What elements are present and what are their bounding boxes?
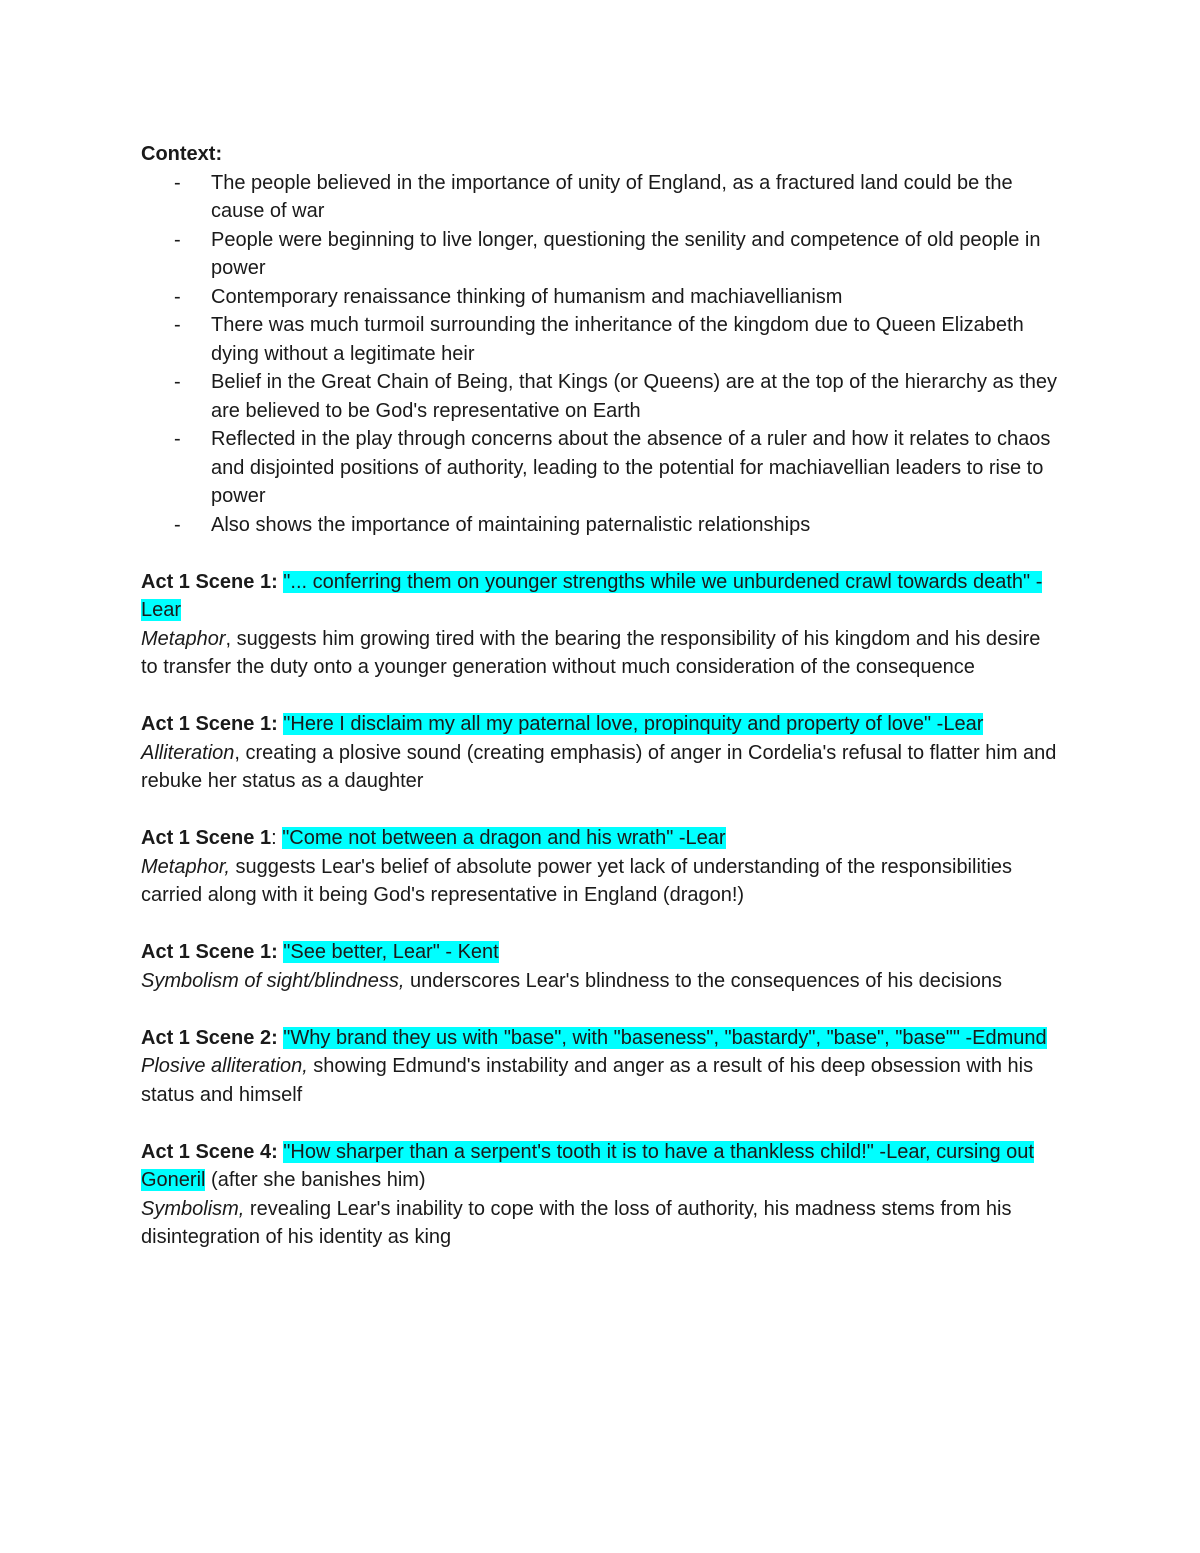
quote-entry (141, 824, 1061, 910)
bullet-dash: - (174, 314, 181, 336)
analysis-line (141, 853, 1061, 910)
analysis-line (141, 739, 1061, 796)
highlighted-quote: "See better, Lear" - Kent (283, 941, 499, 963)
bullet-dash: - (174, 285, 181, 308)
highlighted-quote: "How sharper than a serpent's tooth it is to have a thankless child!" -Lear, cursing out Goneril (141, 1140, 1034, 1191)
bullet-dash: - (174, 428, 181, 450)
scene-label: Act 1 Scene 1: (141, 941, 278, 963)
quote-line (141, 1024, 1061, 1053)
list-item-text: Reflected in the play through concerns about the absence of a ruler and how it relates to chaos and disjointed positions of authority, leading to the potential for machiavellian leaders to rise to power (211, 428, 1051, 507)
highlighted-quote: "Come not between a dragon and his wrath" -Lear (282, 827, 726, 849)
quote-entry (141, 938, 1061, 995)
highlighted-quote: "Here I disclaim my all my paternal love, propinquity and property of love" -Lear (283, 713, 984, 735)
scene-label: Act 1 Scene 1: (141, 713, 278, 735)
list-item (141, 425, 1061, 511)
scene-label: Act 1 Scene 2: (141, 1026, 278, 1049)
analysis-text: revealing Lear's inability to cope with the loss of authority, his madness stems from his disintegration of his identity as king (141, 1197, 1012, 1248)
analysis-line (141, 1052, 1061, 1109)
literary-device: Symbolism, (141, 1197, 245, 1220)
bullet-dash: - (174, 513, 181, 536)
list-item (141, 311, 1061, 368)
highlighted-quote: "Why brand they us with "base", with "baseness", "bastardy", "base", "base"" -Edmund (283, 1026, 1047, 1049)
bullet-dash: - (174, 371, 181, 393)
quote-entry (141, 1024, 1061, 1110)
list-item (141, 368, 1061, 425)
scene-label: Act 1 Scene 1 (141, 827, 272, 849)
list-item (141, 283, 1061, 312)
quote-entry (141, 568, 1061, 682)
list-item-text: People were beginning to live longer, questioning the senility and competence of old people in power (211, 228, 1041, 279)
literary-device: Plosive alliteration, (141, 1055, 308, 1077)
analysis-text: showing Edmund's instability and anger as a result of his deep obsession with his status and himself (141, 1055, 1034, 1106)
analysis-text: underscores Lear's blindness to the consequences of his decisions (404, 969, 1002, 992)
list-item-text: The people believed in the importance of unity of England, as a fractured land could be the cause of war (211, 171, 1013, 222)
quote-line (141, 568, 1061, 625)
bullet-dash: - (174, 228, 181, 251)
list-item-text: Belief in the Great Chain of Being, that Kings (or Queens) are at the top of the hierarchy as they are believed to be God's representative on Earth (211, 371, 1058, 422)
quote-line (141, 1138, 1061, 1195)
analysis-text: , suggests him growing tired with the bearing the responsibility of his kingdom and his desire to transfer the duty onto a younger generation without much consideration of the consequence (141, 627, 1041, 678)
literary-device: Metaphor, (141, 855, 230, 878)
literary-device: Alliteration (141, 741, 235, 764)
label-separator: : (271, 827, 283, 849)
quote-entry (141, 710, 1061, 796)
highlighted-quote: "... conferring them on younger strengths while we unburdened crawl towards death" -Lear (141, 570, 1043, 621)
list-item-text: Also shows the importance of maintaining paternalistic relationships (211, 513, 811, 536)
literary-device: Metaphor (141, 627, 226, 650)
analysis-line (141, 625, 1061, 682)
quote-line (141, 824, 1061, 853)
list-item (141, 169, 1061, 226)
analysis-text: suggests Lear's belief of absolute power yet lack of understanding of the responsibilities carried along with it being God's representative in England (dragon!) (141, 855, 1013, 906)
scene-label: Act 1 Scene 4: (141, 1140, 278, 1163)
list-item-text: There was much turmoil surrounding the inheritance of the kingdom due to Queen Elizabeth dying without a legitimate heir (211, 314, 1024, 365)
context-list (141, 169, 1061, 540)
analysis-line (141, 967, 1061, 996)
quote-line (141, 710, 1061, 739)
bullet-dash: - (174, 171, 181, 194)
quote-note: (after she banishes him) (205, 1169, 426, 1191)
quote-line (141, 938, 1061, 967)
list-item (141, 226, 1061, 283)
analysis-line (141, 1195, 1061, 1252)
literary-device: Symbolism of sight/blindness, (141, 969, 405, 992)
scene-label: Act 1 Scene 1: (141, 570, 278, 593)
quote-entry (141, 1138, 1061, 1252)
list-item-text: Contemporary renaissance thinking of humanism and machiavellianism (211, 285, 843, 308)
context-heading: Context: (141, 143, 223, 165)
analysis-text: , creating a plosive sound (creating emphasis) of anger in Cordelia's refusal to flatter him and rebuke her status as a daughter (141, 741, 1057, 792)
list-item (141, 511, 1061, 540)
document-page (141, 140, 1061, 1252)
